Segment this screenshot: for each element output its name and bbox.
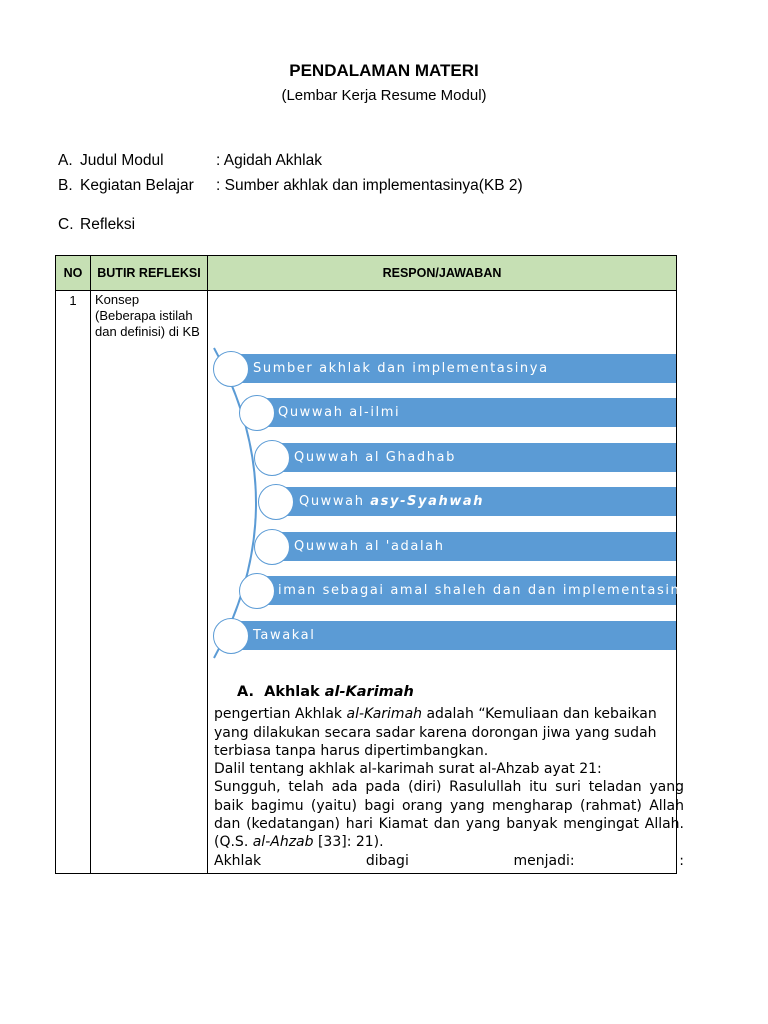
- paragraph-ayat: [214, 778, 684, 851]
- section-title: Akhlak: [264, 684, 325, 700]
- header-no: NO: [56, 256, 91, 291]
- diagram-label: Sumber akhlak dan implementasinya: [253, 361, 549, 376]
- text-run: pengertian Akhlak: [214, 706, 347, 723]
- section-heading: [237, 683, 684, 701]
- diagram-label: Tawakal: [253, 628, 316, 643]
- refleksi-table: [55, 255, 700, 874]
- section-title-italic: al-Karimah: [324, 684, 414, 700]
- bullet-circle: [239, 573, 275, 609]
- diagram-label: Quwwah al Ghadhab: [294, 450, 456, 465]
- item-kegiatan-belajar: [58, 177, 523, 195]
- text-run: [33]: 21).: [313, 834, 384, 851]
- bullet-circle: [213, 618, 249, 654]
- diagram-label: Quwwah asy-Syahwah: [299, 494, 485, 509]
- row-butir: Konsep (Beberapa istilah dan definisi) di KB: [91, 291, 208, 874]
- bullet-circle: [254, 529, 290, 565]
- item-label: Kegiatan Belajar: [80, 177, 194, 194]
- item-label: Judul Modul: [80, 152, 164, 169]
- page-title: PENDALAMAN MATERI: [289, 61, 479, 80]
- diagram-bar: [271, 532, 676, 561]
- item-key: C.: [58, 216, 74, 233]
- item-judul-modul: [58, 152, 322, 170]
- text-run-italic: al-Karimah: [346, 706, 423, 723]
- paragraph-dalil: Dalil tentang akhlak al-karimah surat al-Ahzab ayat 21:: [214, 761, 602, 778]
- bullet-circle: [239, 395, 275, 431]
- diagram-arc: [208, 291, 684, 671]
- diagram-label: Quwwah al 'adalah: [294, 539, 445, 554]
- diagram-bar: [271, 443, 676, 472]
- item-key: A.: [58, 152, 73, 169]
- item-label: Refleksi: [80, 216, 136, 233]
- bullet-circle: [254, 440, 290, 476]
- header-respon: RESPON/JAWABAN: [208, 256, 677, 291]
- item-value: : Agidah Akhlak: [216, 152, 322, 169]
- item-refleksi: [58, 216, 135, 234]
- header-butir: BUTIR REFLEKSI: [91, 256, 208, 291]
- section-key: A.: [237, 684, 254, 700]
- table-row: [56, 291, 677, 874]
- diagram-label: Quwwah al-ilmi: [278, 405, 401, 420]
- item-key: B.: [58, 177, 73, 194]
- diagram-label: iman sebagai amal shaleh dan dan implementasinya: [278, 583, 700, 598]
- diagram-bar: [230, 354, 676, 383]
- row-response: [208, 291, 700, 874]
- diagram-bar: [256, 576, 700, 605]
- bullet-circle: [258, 484, 294, 520]
- vertical-list-diagram: [208, 291, 700, 671]
- response-text: [214, 683, 684, 870]
- text-run: adalah “Kemuliaan dan kebaikan yang dilakukan secara sadar karena dorongan jiwa yang sudah terbiasa tanpa harus dipertimbangkan.: [214, 706, 657, 759]
- row-no: 1: [56, 291, 91, 874]
- paragraph-definition: [214, 705, 684, 760]
- table-header-row: [56, 256, 677, 291]
- item-value: : Sumber akhlak dan implementasinya(KB 2): [216, 177, 523, 194]
- paragraph-pembagian: Akhlak dibagi menjadi: :: [214, 852, 684, 869]
- text-run-italic: al-Ahzab: [252, 834, 314, 851]
- text-run: Sungguh, telah ada pada (diri) Rasulullah itu suri teladan yang baik bagimu (yaitu) bagi orang yang mengharap (rahmat) Allah dan (kedatangan) hari Kiamat dan yang banyak mengingat Allah. (Q.S.: [214, 779, 684, 851]
- diagram-bar: [275, 487, 676, 516]
- diagram-bar: [230, 621, 676, 650]
- page-subtitle: (Lembar Kerja Resume Modul): [281, 87, 487, 104]
- diagram-bar: [256, 398, 676, 427]
- bullet-circle: [213, 351, 249, 387]
